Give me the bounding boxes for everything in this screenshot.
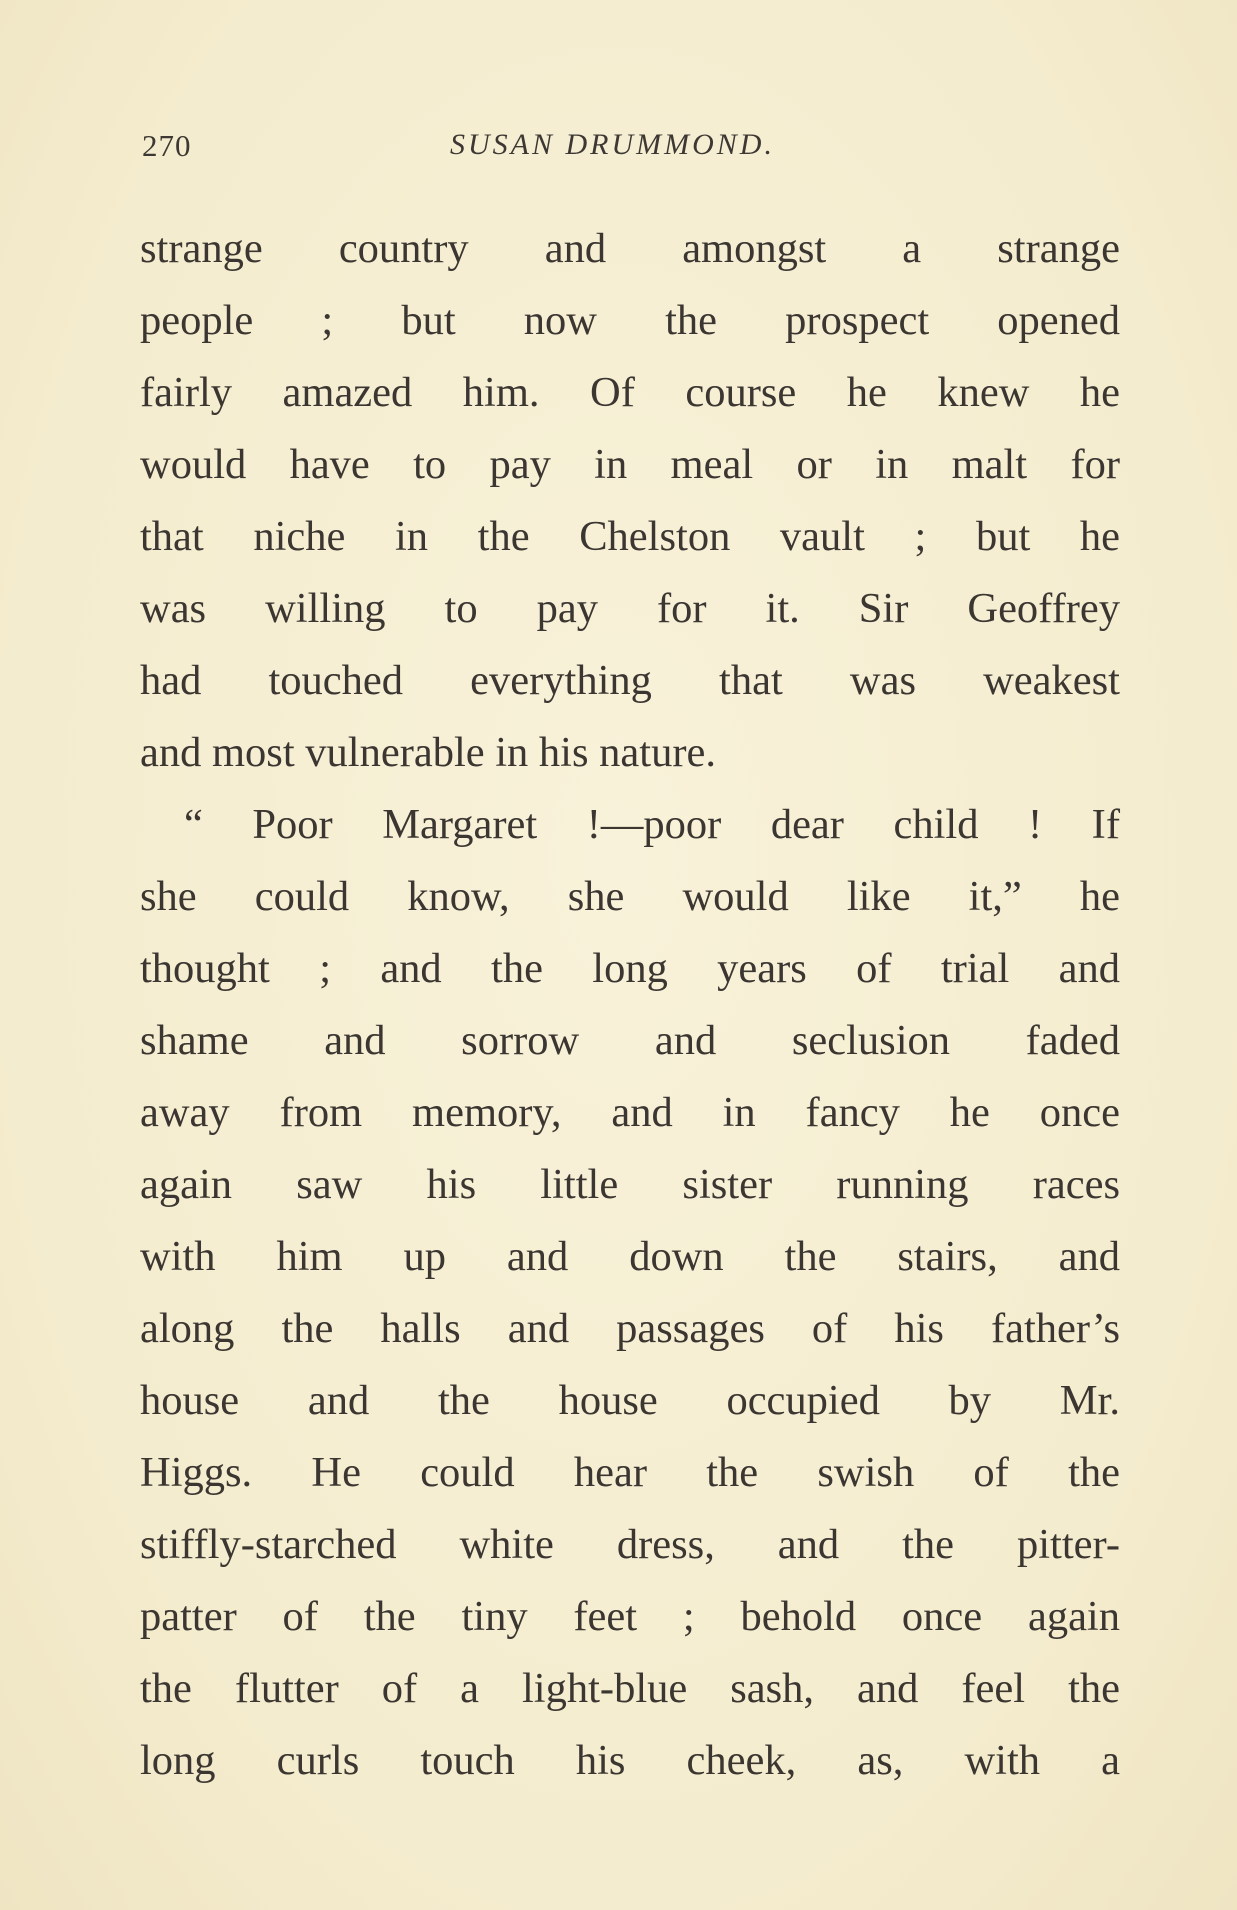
text-line: had touched everything that was weakest [140, 657, 1120, 704]
text-line: stiffly-starched white dress, and the pitter- [140, 1521, 1120, 1568]
body-text [140, 213, 1120, 1797]
text-line: patter of the tiny feet ; behold once again [140, 1593, 1120, 1640]
text-line: the flutter of a light-blue sash, and feel the [140, 1665, 1120, 1712]
text-line: house and the house occupied by Mr. [140, 1377, 1120, 1424]
text-line: fairly amazed him. Of course he knew he [140, 369, 1120, 416]
text-line: “ Poor Margaret !—poor dear child ! If [184, 801, 1120, 848]
text-line: with him up and down the stairs, and [140, 1233, 1120, 1280]
text-line: that niche in the Chelston vault ; but he [140, 513, 1120, 560]
text-line: would have to pay in meal or in malt for [140, 441, 1120, 488]
text-line: Higgs. He could hear the swish of the [140, 1449, 1120, 1496]
running-title: SUSAN DRUMMOND. [450, 128, 775, 161]
text-line: away from memory, and in fancy he once [140, 1089, 1120, 1136]
page-number: 270 [142, 128, 192, 163]
text-line: and most vulnerable in his nature. [140, 729, 716, 776]
text-line: was willing to pay for it. Sir Geoffrey [140, 585, 1120, 632]
text-line: again saw his little sister running races [140, 1161, 1120, 1208]
text-line: along the halls and passages of his father’s [140, 1305, 1120, 1352]
text-line: long curls touch his cheek, as, with a [140, 1737, 1120, 1784]
text-line: she could know, she would like it,” he [140, 873, 1120, 920]
text-line: shame and sorrow and seclusion faded [140, 1017, 1120, 1064]
text-line: strange country and amongst a strange [140, 225, 1120, 272]
text-line: thought ; and the long years of trial and [140, 945, 1120, 992]
page-header [140, 122, 1100, 172]
text-line: people ; but now the prospect opened [140, 297, 1120, 344]
